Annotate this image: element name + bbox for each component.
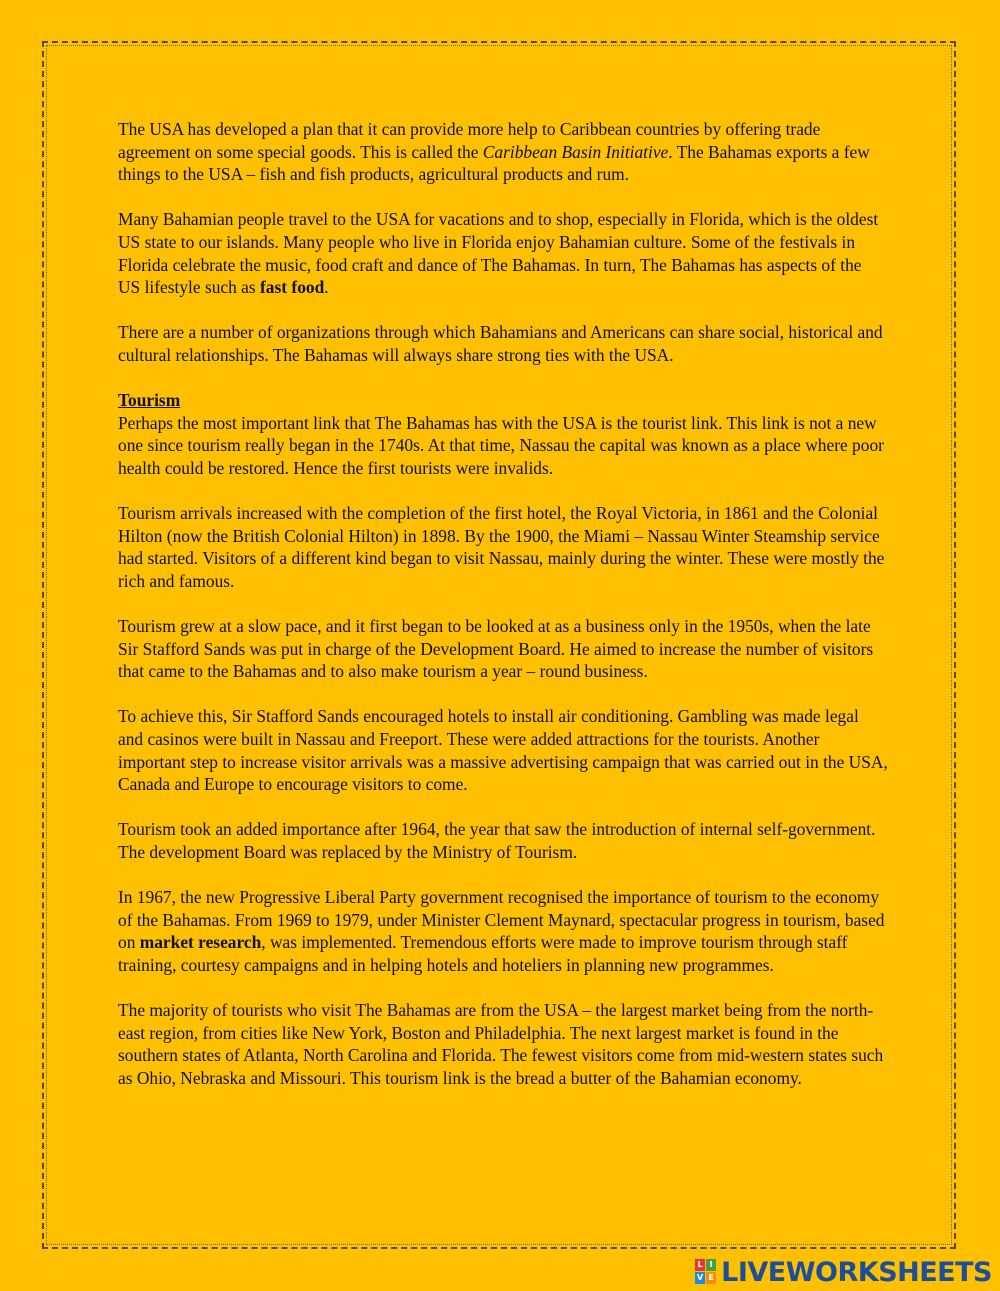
paragraph-plp-government: In 1967, the new Progressive Liberal Party government recognised the importance of tourism to the economy of the Bahamas. From 1969 to 1979, under Minister Clement Maynard, spectacular progress in tourism, based on market research, was implemented. Tremendous efforts were made to improve tourism through staff training, courtesy campaigns and in helping hotels and hoteliers in planning new programmes. [118, 887, 885, 975]
paragraph-air-conditioning: To achieve this, Sir Stafford Sands encouraged hotels to install air conditioning. Gambling was made legal and casinos were built in Nassau and Freeport. These were added attractions for the tourists. Another important step to increase visitor arrivals was a massive advertising campaign that was carried out in the USA, Canada and Europe to encourage visitors to come. [118, 706, 888, 795]
emphasis-caribbean-basin-initiative: Caribbean Basin Initiative [482, 141, 669, 162]
liveworksheets-logo[interactable] [695, 1257, 992, 1287]
paragraph-development-board: Tourism grew at a slow pace, and it first began to be looked at as a business only in the 1950s, when the late Sir Stafford Sands was put in charge of the Development Board. He aimed to increase the number of visitors that came to the Bahamas and to also make tourism a year – round business. [118, 616, 874, 682]
section-heading-tourism: Tourism [118, 390, 181, 411]
liveworksheets-logo-icon: L I V E [695, 1259, 717, 1285]
paragraph-first-hotel: Tourism arrivals increased with the completion of the first hotel, the Royal Victoria, in 1861 and the Colonial Hilton (now the British Colonial Hilton) in 1898. By the 1900, the Miami – Nassau Winter Steamship service had started. Visitors of a different kind began to visit Nassau, mainly during the winter. These were mostly the rich and famous. [118, 503, 885, 591]
paragraph-organizations: There are a number of organizations through which Bahamians and Americans can share social, historical and cultural relationships. The Bahamas will always share strong ties with the USA. [118, 322, 883, 365]
liveworksheets-logo-text: LIVEWORKSHEETS [721, 1256, 992, 1288]
bold-fast-food: fast food [260, 277, 325, 298]
document-body [118, 118, 888, 1112]
paragraph-tourist-link: Perhaps the most important link that The Bahamas has with the USA is the tourist link. This link is not a new one since tourism really began in the 1740s. At that time, Nassau the capital was known as a place where poor health could be restored. Hence the first tourists were invalids. [118, 412, 884, 478]
paragraph-caribbean-basin: The USA has developed a plan that it can provide more help to Caribbean countries by offering trade agreement on some special goods. This is called the Caribbean Basin Initiative. The Bahamas exports a few things to the USA – fish and fish products, agricultural products and rum. [118, 119, 870, 185]
bold-market-research: market research [139, 932, 262, 953]
paragraph-florida-travel: Many Bahamian people travel to the USA for vacations and to shop, especially in Florida, which is the oldest US state to our islands. Many people who live in Florida enjoy Bahamian culture. Some of the festivals in Florida celebrate the music, food craft and dance of The Bahamas. In turn, The Bahamas has aspects of the US lifestyle such as fast food. [118, 209, 879, 298]
paragraph-self-government: Tourism took an added importance after 1964, the year that saw the introduction of internal self-government. The development Board was replaced by the Ministry of Tourism. [118, 819, 876, 862]
paragraph-tourist-markets: The majority of tourists who visit The Bahamas are from the USA – the largest market being from the north-east region, from cities like New York, Boston and Philadelphia. The next largest market is found in the southern states of Atlanta, North Carolina and Florida. The fewest visitors come from mid-western states such as Ohio, Nebraska and Missouri. This tourism link is the bread a butter of the Bahamian economy. [118, 1000, 884, 1088]
